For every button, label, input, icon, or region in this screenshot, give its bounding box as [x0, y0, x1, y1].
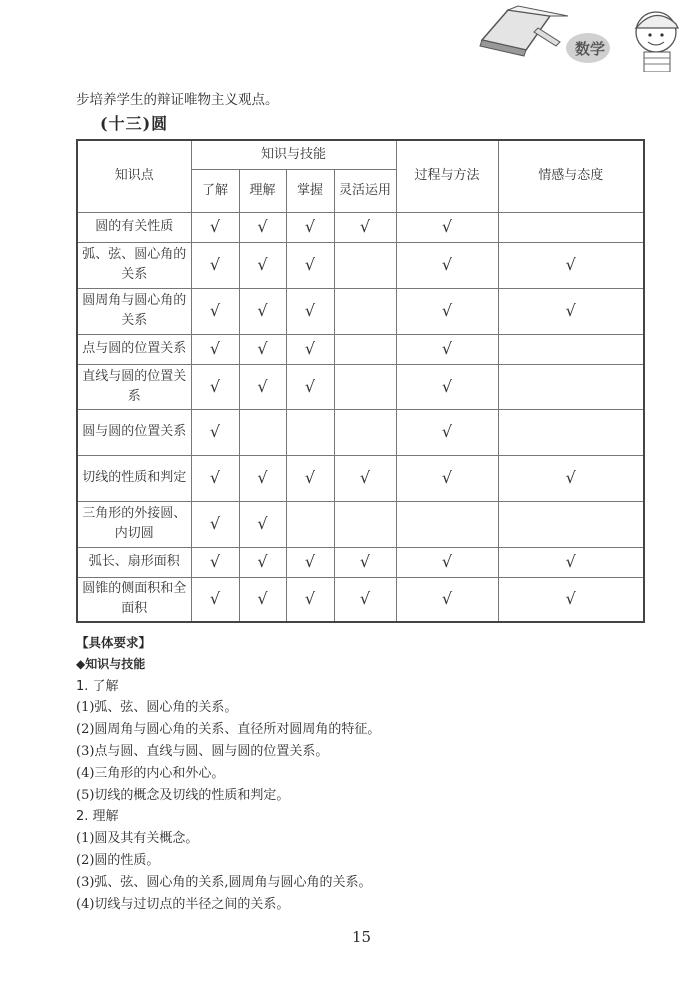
check-mark-icon: √ — [334, 577, 396, 622]
check-mark-icon: √ — [334, 455, 396, 501]
empty-cell — [498, 409, 644, 455]
requirements-subheading: ◆知识与技能 — [76, 656, 146, 671]
check-mark-icon: √ — [286, 364, 334, 409]
header-comprehend: 理解 — [239, 169, 286, 212]
empty-cell — [498, 212, 644, 242]
check-mark-icon: √ — [286, 242, 334, 288]
check-mark-icon: √ — [191, 501, 239, 547]
empty-cell — [334, 364, 396, 409]
check-mark-icon: √ — [239, 288, 286, 334]
check-mark-icon: √ — [396, 409, 498, 455]
check-mark-icon: √ — [286, 577, 334, 622]
table-row — [77, 364, 644, 409]
table-row — [77, 242, 644, 288]
check-mark-icon: √ — [498, 547, 644, 577]
check-mark-icon: √ — [191, 334, 239, 364]
header-process-method: 过程与方法 — [396, 140, 498, 212]
topic-cell: 弧长、扇形面积 — [77, 547, 191, 577]
empty-cell — [334, 501, 396, 547]
list-item: (1)弧、弦、圆心角的关系。 — [76, 700, 238, 716]
empty-cell — [498, 501, 644, 547]
check-mark-icon: √ — [286, 288, 334, 334]
list-item: (4)三角形的内心和外心。 — [76, 765, 225, 781]
list-item: (3)弧、弦、圆心角的关系,圆周角与圆心角的关系。 — [76, 874, 372, 890]
table-row — [77, 212, 644, 242]
check-mark-icon: √ — [191, 547, 239, 577]
topic-cell: 圆周角与圆心角的关系 — [77, 288, 191, 334]
intro-paragraph: 步培养学生的辩证唯物主义观点。 — [76, 92, 279, 108]
check-mark-icon: √ — [191, 577, 239, 622]
check-mark-icon: √ — [191, 409, 239, 455]
header-understand: 了解 — [191, 169, 239, 212]
empty-cell — [334, 334, 396, 364]
empty-cell — [334, 242, 396, 288]
knowledge-table — [76, 139, 645, 623]
check-mark-icon: √ — [396, 242, 498, 288]
header-master: 掌握 — [286, 169, 334, 212]
check-mark-icon: √ — [239, 455, 286, 501]
table-row — [77, 334, 644, 364]
header-knowledge-skills: 知识与技能 — [191, 140, 396, 169]
table-row — [77, 409, 644, 455]
check-mark-icon: √ — [334, 547, 396, 577]
check-mark-icon: √ — [286, 334, 334, 364]
list-item: (3)点与圆、直线与圆、圆与圆的位置关系。 — [76, 743, 329, 759]
book-pencil-boy-icon — [478, 2, 700, 72]
empty-cell — [286, 409, 334, 455]
check-mark-icon: √ — [334, 212, 396, 242]
check-mark-icon: √ — [396, 334, 498, 364]
check-mark-icon: √ — [239, 577, 286, 622]
header-emotion-attitude: 情感与态度 — [498, 140, 644, 212]
section-1-title: 1. 了解 — [76, 678, 119, 694]
topic-cell: 弧、弦、圆心角的关系 — [77, 242, 191, 288]
requirements-section — [76, 632, 380, 915]
list-item: (2)圆周角与圆心角的关系、直径所对圆周角的特征。 — [76, 722, 381, 738]
check-mark-icon: √ — [498, 242, 644, 288]
check-mark-icon: √ — [239, 501, 286, 547]
empty-cell — [498, 364, 644, 409]
empty-cell — [334, 409, 396, 455]
check-mark-icon: √ — [191, 242, 239, 288]
topic-cell: 圆与圆的位置关系 — [77, 409, 191, 455]
header-illustration — [478, 2, 700, 72]
check-mark-icon: √ — [191, 364, 239, 409]
list-item: (5)切线的概念及切线的性质和判定。 — [76, 787, 290, 803]
check-mark-icon: √ — [286, 455, 334, 501]
check-mark-icon: √ — [286, 212, 334, 242]
topic-cell: 圆锥的侧面积和全面积 — [77, 577, 191, 622]
check-mark-icon: √ — [396, 455, 498, 501]
check-mark-icon: √ — [191, 288, 239, 334]
table-row — [77, 288, 644, 334]
check-mark-icon: √ — [498, 455, 644, 501]
check-mark-icon: √ — [396, 364, 498, 409]
list-item: (1)圆及其有关概念。 — [76, 831, 199, 847]
table-row — [77, 455, 644, 501]
check-mark-icon: √ — [239, 547, 286, 577]
topic-cell: 三角形的外接圆、内切圆 — [77, 501, 191, 547]
topic-cell: 点与圆的位置关系 — [77, 334, 191, 364]
table-row — [77, 501, 644, 547]
page-number: 15 — [352, 928, 372, 946]
check-mark-icon: √ — [396, 288, 498, 334]
check-mark-icon: √ — [239, 242, 286, 288]
check-mark-icon: √ — [239, 212, 286, 242]
check-mark-icon: √ — [239, 364, 286, 409]
list-item: (2)圆的性质。 — [76, 852, 160, 868]
empty-cell — [286, 501, 334, 547]
empty-cell — [396, 501, 498, 547]
empty-cell — [239, 409, 286, 455]
check-mark-icon: √ — [396, 212, 498, 242]
check-mark-icon: √ — [191, 455, 239, 501]
check-mark-icon: √ — [498, 288, 644, 334]
header-knowledge-point: 知识点 — [77, 140, 191, 212]
check-mark-icon: √ — [498, 577, 644, 622]
subject-badge: 数学 — [575, 40, 606, 58]
section-2-title: 2. 理解 — [76, 809, 119, 825]
header-apply-flexibly: 灵活运用 — [334, 169, 396, 212]
check-mark-icon: √ — [396, 577, 498, 622]
section-title: (十三)圆 — [100, 114, 169, 133]
table-row — [77, 577, 644, 622]
empty-cell — [498, 334, 644, 364]
topic-cell: 切线的性质和判定 — [77, 455, 191, 501]
topic-cell: 圆的有关性质 — [77, 212, 191, 242]
requirements-heading: 【具体要求】 — [76, 635, 152, 650]
check-mark-icon: √ — [286, 547, 334, 577]
check-mark-icon: √ — [239, 334, 286, 364]
table-row — [77, 547, 644, 577]
check-mark-icon: √ — [191, 212, 239, 242]
check-mark-icon: √ — [396, 547, 498, 577]
topic-cell: 直线与圆的位置关系 — [77, 364, 191, 409]
list-item: (4)切线与过切点的半径之间的关系。 — [76, 896, 290, 912]
empty-cell — [334, 288, 396, 334]
